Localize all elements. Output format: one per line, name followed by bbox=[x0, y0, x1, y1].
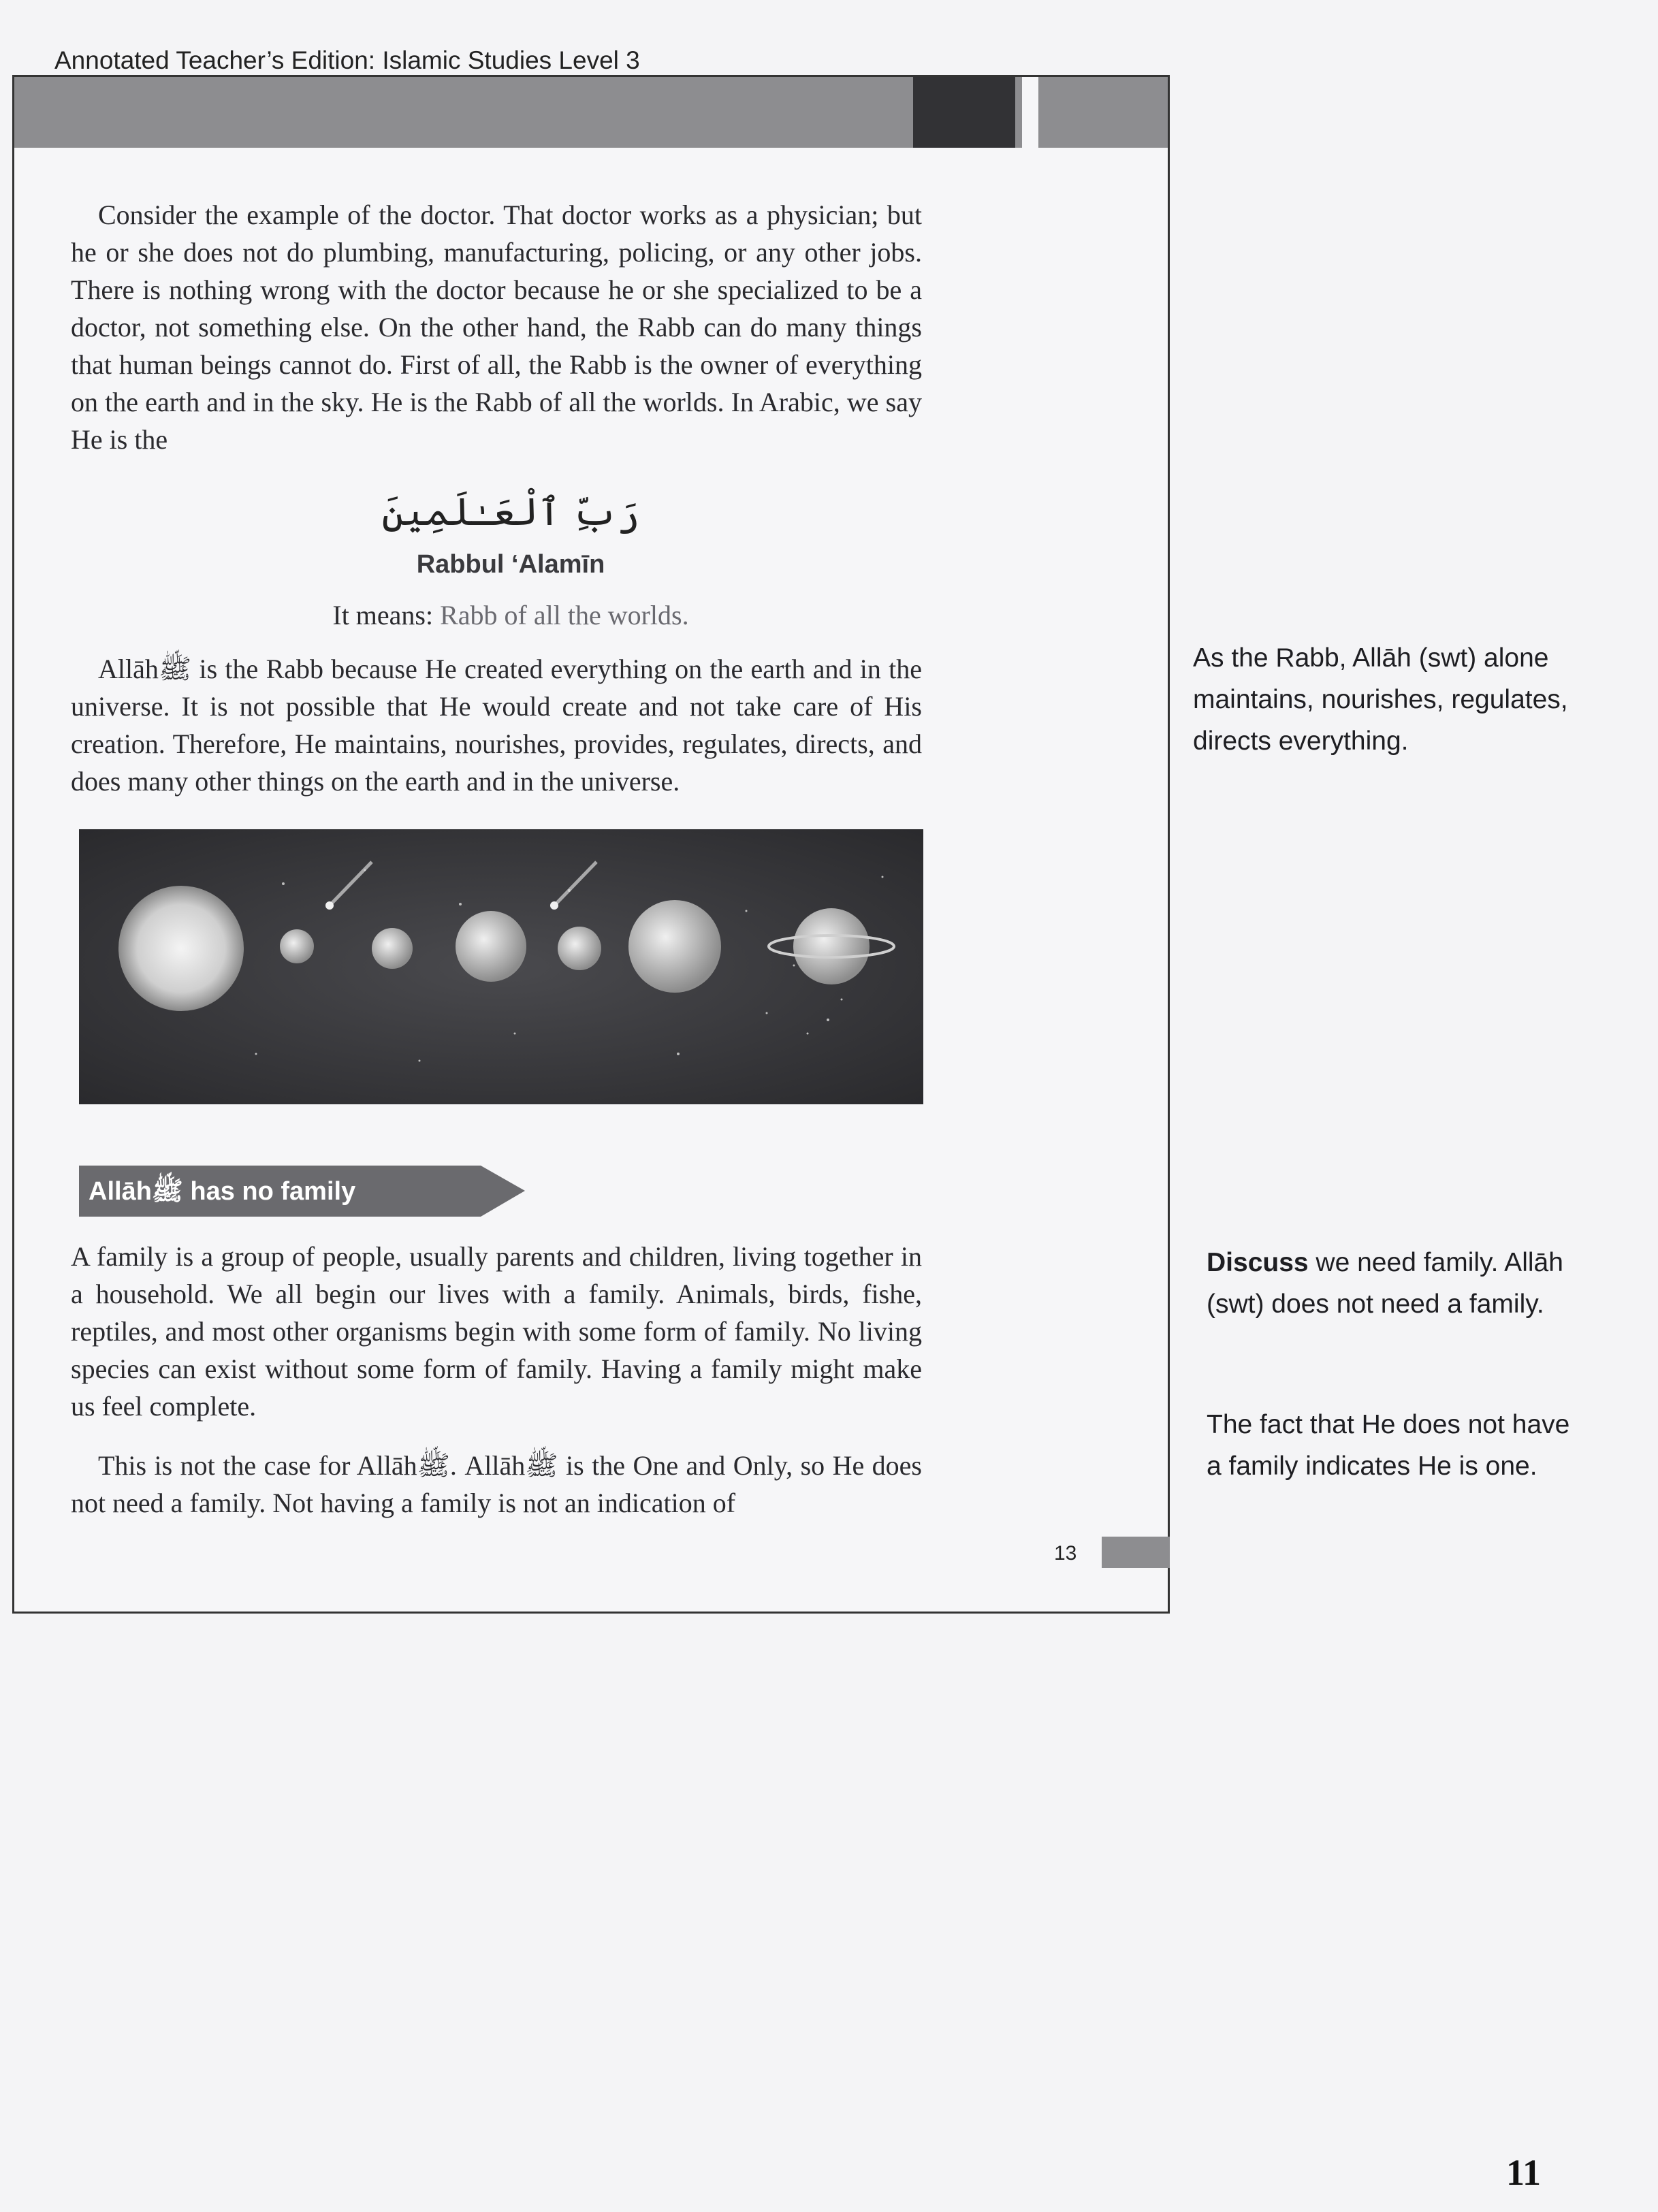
margin-note-oneness: The fact that He does not have a family indicates He is one. bbox=[1207, 1410, 1570, 1481]
meaning-value: Rabb of all the worlds. bbox=[440, 600, 689, 630]
discuss-text: we need family. Allāh (swt) does not need a family. bbox=[1207, 1248, 1563, 1319]
inner-page-number: 13 bbox=[1054, 1542, 1077, 1565]
margin-note-rabb: As the Rabb, Allāh (swt) alone maintains, nourishes, regulates, directs everything. bbox=[1193, 643, 1568, 756]
arabic-phrase: رَبِّ ٱلْعَـٰلَمِينَ bbox=[381, 490, 640, 534]
page-number-bar bbox=[1102, 1537, 1170, 1568]
band-dark-block bbox=[913, 77, 1015, 148]
discuss-keyword: Discuss bbox=[1207, 1248, 1309, 1277]
band-gap bbox=[1022, 77, 1038, 148]
section-banner bbox=[79, 1166, 525, 1217]
section-title: Allāhﷺ has no family bbox=[89, 1177, 356, 1206]
transliteration: Rabbul ‘Alamīn bbox=[416, 550, 605, 579]
solar-system-illustration bbox=[79, 829, 923, 1104]
margin-note-discuss bbox=[1207, 1242, 1574, 1325]
paragraph-family-definition: A family is a group of people, usually parents and children, living together in a household. We all begin our lives with a family. Animals, birds, fishe, reptiles, and most other organisms begin with some form of family. No living species can exist without some form of family. Having a family might make us feel complete. bbox=[71, 1241, 922, 1422]
paragraph-not-the-case: This is not the case for Allāhﷺ. Allāhﷺ is the One and Only, so He does not need a family. Not having a family is not an indication of bbox=[71, 1450, 923, 1518]
paragraph-doctor-example: Consider the example of the doctor. That doctor works as a physician; but he or she does not do plumbing, manufacturing, policing, or any other jobs. There is nothing wrong with the doctor because he or she specialized to be a doctor, not something else. On the other hand, the Rabb can do many things that human beings cannot do. First of all, the Rabb is the owner of everything on the earth and in the sky. He is the Rabb of all the worlds. In Arabic, we say He is the bbox=[71, 199, 922, 455]
paragraph-rabb-creator: Allāhﷺ is the Rabb because He created everything on the earth and in the universe. It is not possible that He would create and not take care of His creation. Therefore, He maintains, nourishes, provides, regulates, directs, and does many other things on the earth and in the universe. bbox=[71, 654, 922, 797]
book-page-number: 11 bbox=[1506, 2152, 1542, 2193]
meaning-line bbox=[68, 599, 953, 631]
running-header: Annotated Teacher’s Edition: Islamic Studies Level 3 bbox=[54, 46, 640, 74]
solar-system-image bbox=[79, 829, 923, 1104]
meaning-label: It means: bbox=[332, 600, 434, 630]
